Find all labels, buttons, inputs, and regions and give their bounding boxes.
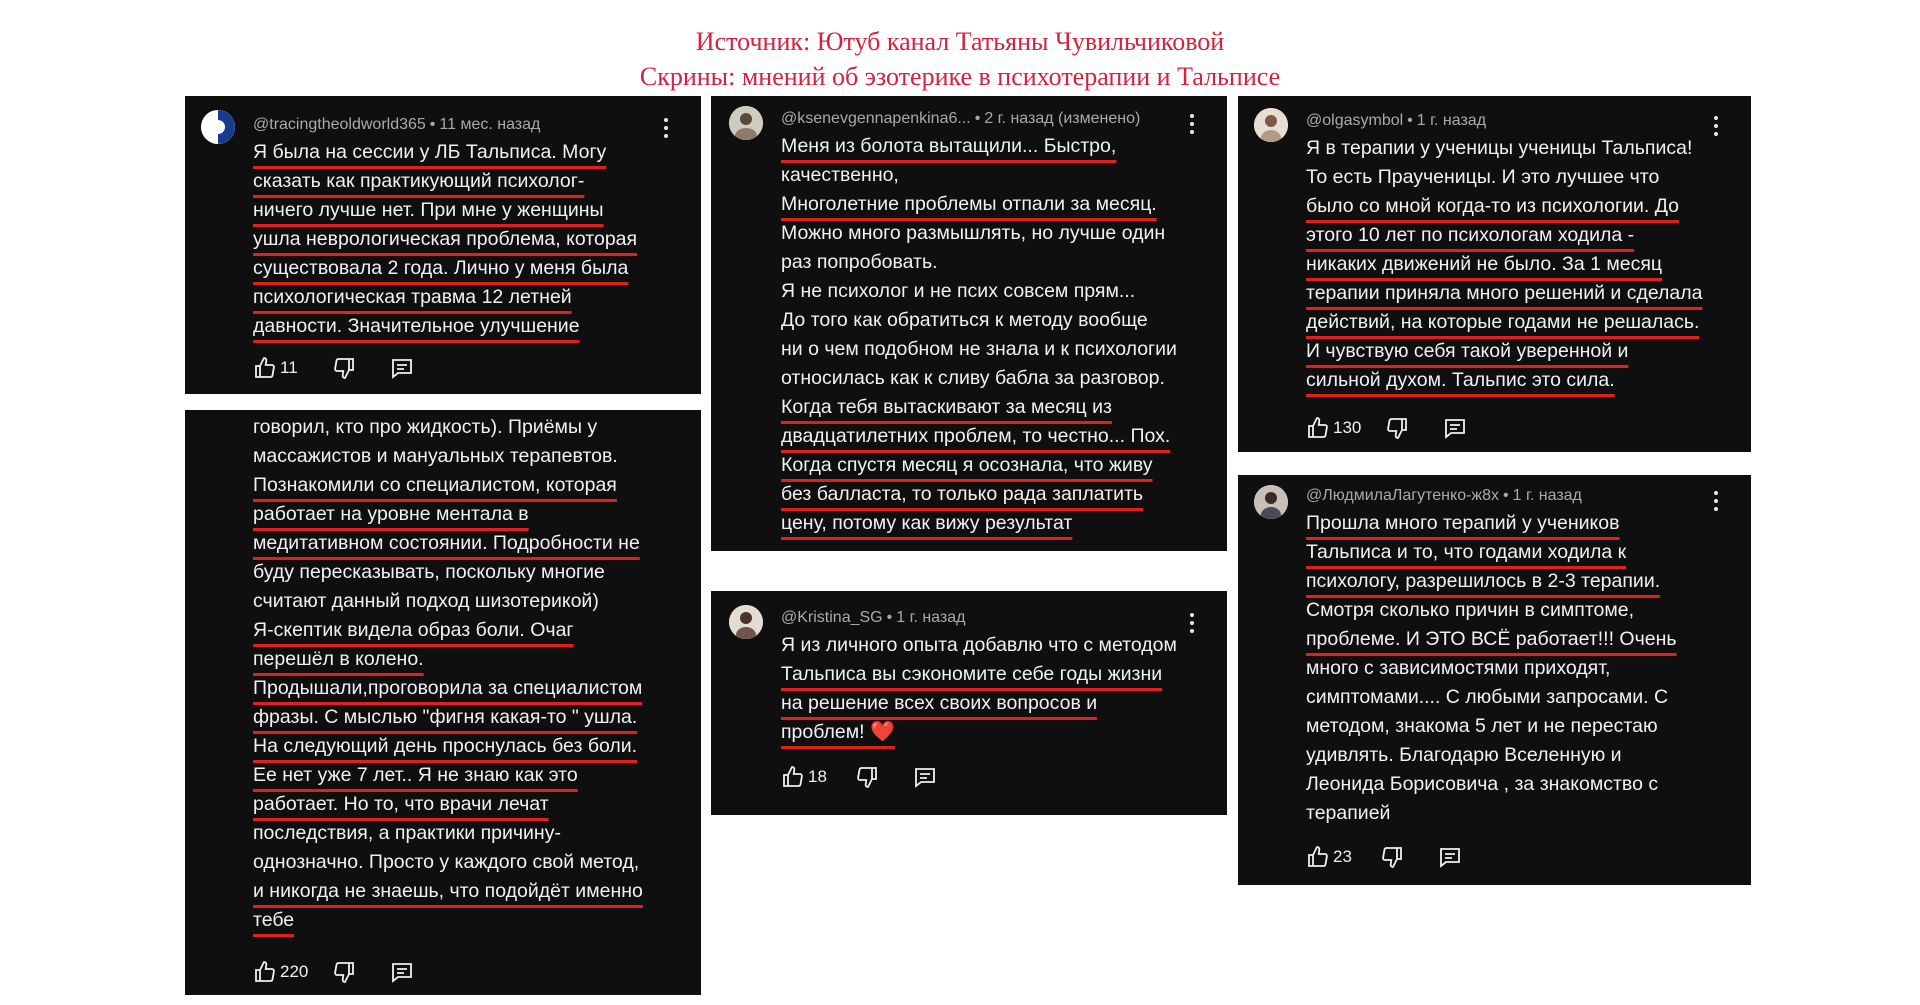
timestamp[interactable]: 11 мес. назад xyxy=(439,116,541,133)
comment-text xyxy=(1306,509,1677,828)
like-count: 220 xyxy=(280,962,309,981)
reply-icon xyxy=(1443,416,1467,440)
comment-meta: @tracingtheoldworld365 • 11 мес. назад xyxy=(253,116,541,133)
comment-line: Я была на сессии у ЛБ Тальписа. Могу xyxy=(253,141,607,163)
comment-line: терапией xyxy=(1306,802,1391,824)
comment-line: Я-скептик видела образ боли. Очаг xyxy=(253,619,574,641)
source-caption-line2: Скрины: мнений об эзотерике в психотерапии и Тальписе xyxy=(639,62,1281,91)
comment-line: считают данный подход шизотерикой) xyxy=(253,590,599,612)
comment-line: двадцатилетних проблем, то честно... Пох. xyxy=(781,425,1171,447)
thumbs-up-icon xyxy=(253,356,277,380)
comment-text xyxy=(1306,134,1702,395)
comment-line: Прошла много терапий у учеников xyxy=(1306,512,1620,534)
comment-line: без балласта, то только рада заплатить xyxy=(781,483,1144,505)
like-button[interactable] xyxy=(1306,845,1352,869)
reply-icon xyxy=(390,960,414,984)
comment-text xyxy=(253,138,637,341)
comment-line: методом, знакома 5 лет и не перестаю xyxy=(1306,715,1658,737)
comment-text xyxy=(781,631,1177,747)
reply-button[interactable] xyxy=(1443,416,1467,440)
reply-button[interactable] xyxy=(913,765,937,789)
timestamp[interactable]: 1 г. назад xyxy=(1512,487,1582,504)
comment-text xyxy=(253,413,643,935)
reply-button[interactable] xyxy=(390,960,414,984)
comment-meta: @ksenevgennapenkina6... • 2 г. назад (изменено) xyxy=(781,110,1141,127)
comment-line: И чувствую себя такой уверенной и xyxy=(1306,340,1629,362)
comment-line: работает на уровне ментала в xyxy=(253,503,529,525)
comment-line: раз попробовать. xyxy=(781,251,938,273)
comment-line: работает. Но то, что врачи лечат xyxy=(253,793,549,815)
dislike-button[interactable] xyxy=(332,356,356,380)
avatar[interactable] xyxy=(1254,485,1288,519)
source-caption-line1: Источник: Ютуб канал Татьяны Чувильчиковой xyxy=(695,27,1225,56)
comment-line: фразы. С мыслью "фигня какая-то " ушла. xyxy=(253,706,638,728)
comment-line: терапии приняла много решений и сделала xyxy=(1306,282,1703,304)
comment-line: ни о чем подобном не знала и к психологии xyxy=(781,338,1177,360)
comment-line: давности. Значительное улучшение xyxy=(253,315,580,337)
comment-meta: @olgasymbol • 1 г. назад xyxy=(1306,112,1487,129)
thumbs-down-icon xyxy=(332,960,356,984)
comment-line: Смотря сколько причин в симптоме, xyxy=(1306,599,1635,621)
reply-icon xyxy=(390,356,414,380)
reply-icon xyxy=(1438,845,1462,869)
comment-line: симптомами.... С любыми запросами. С xyxy=(1306,686,1669,708)
dislike-button[interactable] xyxy=(855,765,879,789)
author-handle[interactable]: @Kristina_SG xyxy=(781,609,883,626)
comment-line: Продышали,проговорила за специалистом xyxy=(253,677,643,699)
dislike-button[interactable] xyxy=(332,960,356,984)
avatar[interactable] xyxy=(1254,108,1288,142)
comment-line: никаких движений не было. За 1 месяц xyxy=(1306,253,1663,275)
avatar[interactable] xyxy=(729,106,763,140)
more-vert-icon[interactable] xyxy=(1189,613,1195,635)
comment-line: сказать как практикующий психолог- xyxy=(253,170,585,192)
comment-line: Я не психолог и не псих совсем прям... xyxy=(781,280,1136,302)
comment-line-text: проблем! xyxy=(781,721,871,743)
comment-line: Многолетние проблемы отпали за месяц. xyxy=(781,193,1157,215)
comment-card xyxy=(1238,475,1751,885)
reply-icon xyxy=(913,765,937,789)
comment-line: На следующий день проснулась без боли. xyxy=(253,735,638,757)
thumbs-down-icon xyxy=(1385,416,1409,440)
comment-line: массажистов и мануальных терапевтов. xyxy=(253,445,618,467)
dislike-button[interactable] xyxy=(1380,845,1404,869)
comment-line: качественно, xyxy=(781,164,899,186)
avatar[interactable] xyxy=(729,605,763,639)
comment-line: Я в терапии у ученицы ученицы Тальписа! xyxy=(1306,137,1693,159)
comment-line: на решение всех своих вопросов и xyxy=(781,692,1098,714)
timestamp[interactable]: 2 г. назад (изменено) xyxy=(984,110,1141,127)
comment-line: Когда спустя месяц я осознала, что живу xyxy=(781,454,1153,476)
comment-card xyxy=(1238,96,1751,452)
comment-line: психологу, разрешилось в 2-3 терапии. xyxy=(1306,570,1661,592)
comment-line: цену, потому как вижу результат xyxy=(781,512,1073,534)
like-button[interactable] xyxy=(1306,416,1361,440)
comment-meta: @Kristina_SG • 1 г. назад xyxy=(781,609,966,626)
dislike-button[interactable] xyxy=(1385,416,1409,440)
more-vert-icon[interactable] xyxy=(1713,116,1719,138)
comment-line: Меня из болота вытащили... Быстро, xyxy=(781,135,1117,157)
thumbs-up-icon xyxy=(1306,845,1330,869)
thumbs-down-icon xyxy=(855,765,879,789)
comment-card xyxy=(185,96,701,394)
timestamp[interactable]: 1 г. назад xyxy=(1416,112,1487,129)
comment-line: Когда тебя вытаскивают за месяц из xyxy=(781,396,1112,418)
reply-button[interactable] xyxy=(390,356,414,380)
comment-line: последствия, а практики причину- xyxy=(253,822,561,844)
avatar[interactable] xyxy=(201,110,235,144)
comment-line: тебе xyxy=(253,909,295,931)
comment-line: психологическая травма 12 летней xyxy=(253,286,572,308)
author-handle[interactable]: @ksenevgennapenkina6... xyxy=(781,110,971,127)
like-count: 18 xyxy=(808,767,827,786)
like-button[interactable] xyxy=(253,356,298,380)
comment-actions xyxy=(253,958,414,986)
thumbs-up-icon xyxy=(781,765,805,789)
author-handle[interactable]: @tracingtheoldworld365 xyxy=(253,116,426,133)
comment-line: То есть Праученицы. И это лучшее что xyxy=(1306,166,1660,188)
comment-text xyxy=(781,132,1177,538)
comment-line: Тальписа вы сэкономите себе годы жизни xyxy=(781,663,1163,685)
comment-line: Тальписа и то, что годами ходила к xyxy=(1306,541,1627,563)
comment-line: ушла неврологическая проблема, которая xyxy=(253,228,638,250)
comment-line: много с зависимостями приходят, xyxy=(1306,657,1611,679)
like-count: 11 xyxy=(280,358,298,377)
thumbs-down-icon xyxy=(1380,845,1404,869)
comment-line: медитативном состоянии. Подробности не xyxy=(253,532,640,554)
thumbs-up-icon xyxy=(1306,416,1330,440)
like-count: 23 xyxy=(1333,847,1352,866)
comment-meta: @ЛюдмилаЛагутенко-ж8х • 1 г. назад xyxy=(1306,487,1582,504)
like-count: 130 xyxy=(1333,418,1362,437)
comment-line: относилась как к сливу бабла за разговор. xyxy=(781,367,1165,389)
thumbs-up-icon xyxy=(253,960,277,984)
author-handle[interactable]: @ЛюдмилаЛагутенко-ж8х xyxy=(1306,487,1500,504)
comment-line: действий, на которые годами не решалась. xyxy=(1306,311,1700,333)
comment-actions xyxy=(781,763,937,791)
comment-line: однозначно. Просто у каждого свой метод, xyxy=(253,851,640,873)
comment-line xyxy=(781,718,1177,747)
comment-line: До того как обратиться к методу вообще xyxy=(781,309,1148,331)
comment-card xyxy=(711,96,1227,551)
heart-emoji-icon: ❤️ xyxy=(870,721,895,743)
reply-button[interactable] xyxy=(1438,845,1462,869)
comment-line: перешёл в колено. xyxy=(253,648,424,670)
comment-line: Ее нет уже 7 лет.. Я не знаю как это xyxy=(253,764,578,786)
thumbs-down-icon xyxy=(332,356,356,380)
comment-line: Леонида Борисовича , за знакомство с xyxy=(1306,773,1659,795)
more-vert-icon[interactable] xyxy=(663,118,669,140)
comment-actions xyxy=(253,354,414,382)
comment-line: Познакомили со специалистом, которая xyxy=(253,474,617,496)
comment-line: буду пересказывать, поскольку многие xyxy=(253,561,605,583)
comment-line: удивлять. Благодарю Вселенную и xyxy=(1306,744,1622,766)
comment-card xyxy=(711,591,1227,815)
comment-line: этого 10 лет по психологам ходила - xyxy=(1306,224,1635,246)
more-vert-icon[interactable] xyxy=(1189,114,1195,136)
comment-line: проблеме. И ЭТО ВСЁ работает!!! Очень xyxy=(1306,628,1677,650)
like-button[interactable] xyxy=(253,960,308,984)
comment-line: Я из личного опыта добавлю что с методом xyxy=(781,634,1177,656)
comment-line: ничего лучше нет. При мне у женщины xyxy=(253,199,604,221)
author-handle[interactable]: @olgasymbol xyxy=(1306,112,1404,129)
more-vert-icon[interactable] xyxy=(1713,491,1719,513)
comment-actions xyxy=(1306,414,1467,442)
comment-card xyxy=(185,410,701,995)
comment-line: Можно много размышлять, но лучше один xyxy=(781,222,1166,244)
comment-line: и никогда не знаешь, что подойдёт именно xyxy=(253,880,643,902)
comment-line: говорил, кто про жидкость). Приёмы у xyxy=(253,416,598,438)
like-button[interactable] xyxy=(781,765,827,789)
comment-actions xyxy=(1306,843,1462,871)
comment-line: существовала 2 года. Лично у меня была xyxy=(253,257,629,279)
comment-line: было со мной когда-то из психологии. До xyxy=(1306,195,1679,217)
comment-line: сильной духом. Тальпис это сила. xyxy=(1306,369,1615,391)
timestamp[interactable]: 1 г. назад xyxy=(896,609,966,626)
